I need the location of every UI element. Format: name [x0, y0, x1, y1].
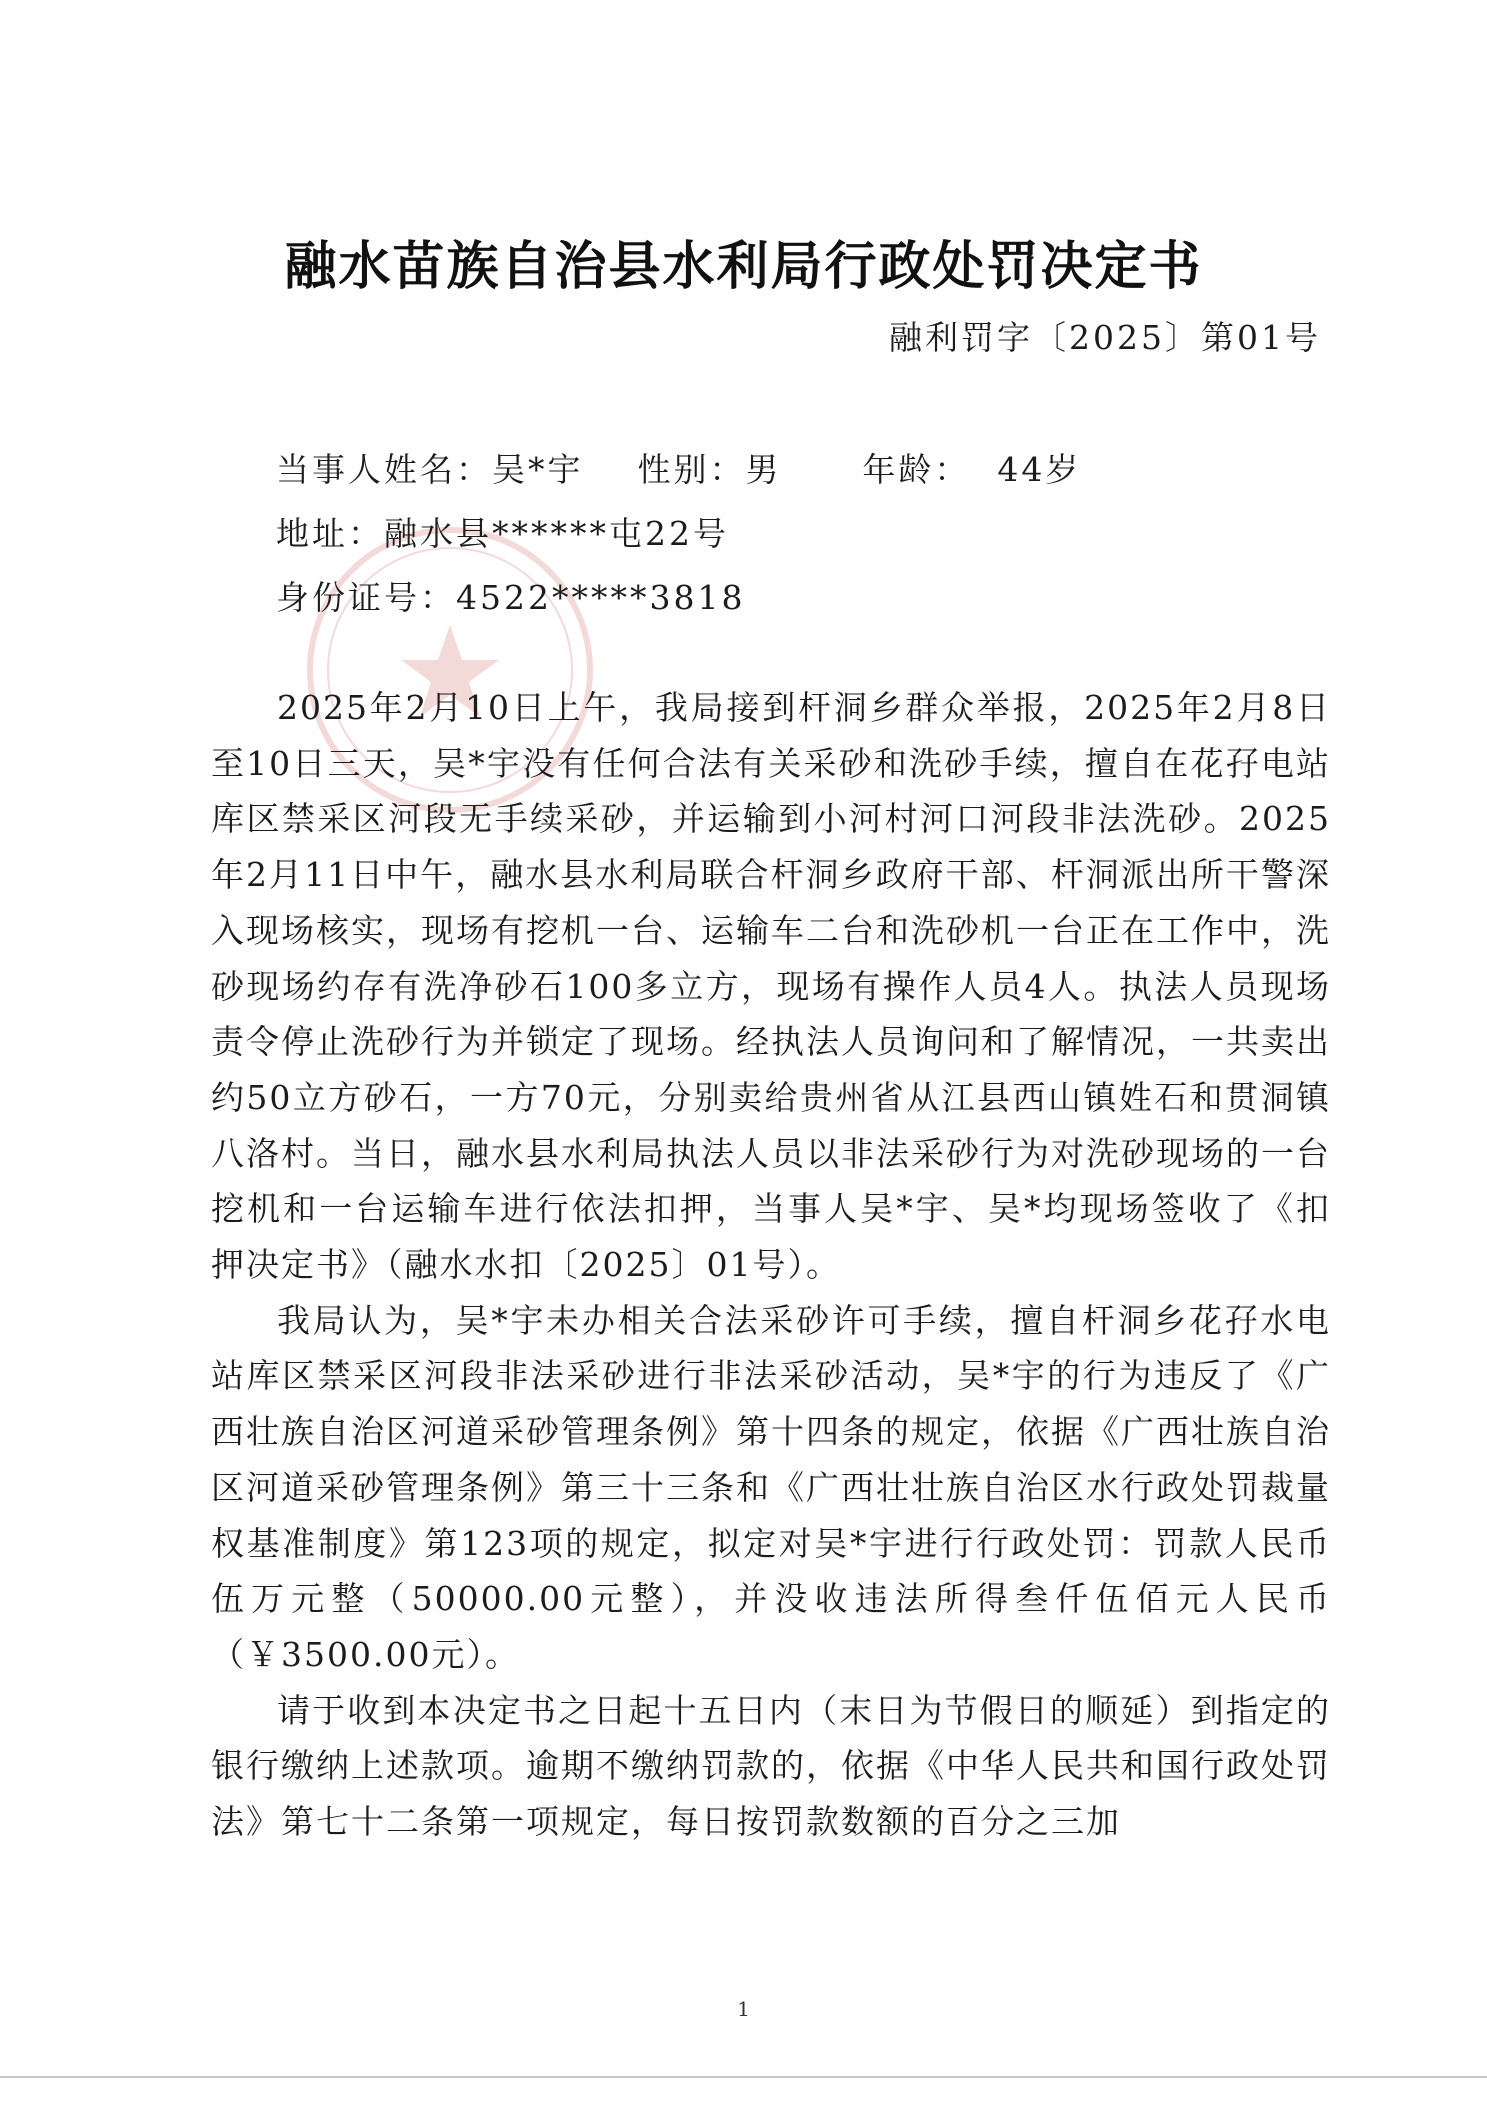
party-id-number: 身份证号：4522*****3818	[276, 578, 746, 617]
paragraph-decision: 我局认为，吴*宇未办相关合法采砂许可手续，擅自杆洞乡花孖水电站库区禁采区河段非法采砂进行非法采砂活动，吴*宇的行为违反了《广西壮族自治区河道采砂管理条例》第十四条的规定，依据《广西壮族自治区河道采砂管理条例》第三十三条和《广西壮壮族自治区水行政处罚裁量权基准制度》第123项的规定，拟定对吴*宇进行行政处罚：罚款人民币伍万元整（50000.00元整），并没收违法所得叁仟伍佰元人民币（￥3500.00元）。	[211, 1300, 1331, 1674]
page-number: 1	[737, 1997, 750, 2021]
document-number: 融利罚字〔2025〕第01号	[889, 318, 1321, 357]
paragraph-facts: 2025年2月10日上午，我局接到杆洞乡群众举报，2025年2月8日至10日三天，吴*宇没有任何合法有关采砂和洗砂手续，擅自在花孖电站库区禁采区河段无手续采砂，并运输到小河村河口河段非法洗砂。2025年2月11日中午，融水县水利局联合杆洞乡政府干部、杆洞派出所干警深入现场核实，现场有挖机一台、运输车二台和洗砂机一台正在工作中，洗砂现场约存有洗净砂石100多立方，现场有操作人员4人。执法人员现场责令停止洗砂行为并锁定了现场。经执法人员询问和了解情况，一共卖出约50立方砂石，一方70元，分别卖给贵州省从江县西山镇姓石和贯洞镇八洛村。当日，融水县水利局执法人员以非法采砂行为对洗砂现场的一台挖机和一台运输车进行依法扣押，当事人吴*宇、吴*均现场签收了《扣押决定书》（融水水扣〔2025〕01号）。	[211, 688, 1331, 1285]
document-title: 融水苗族自治县水利局行政处罚决定书	[284, 237, 1203, 297]
party-address: 地址：融水县******屯22号	[276, 514, 729, 553]
party-name-gender-age: 当事人姓名：吴*宇 性别：男 年龄： 44岁	[276, 450, 1082, 489]
document-body	[211, 680, 1331, 1850]
scan-edge-line	[0, 2076, 1487, 2078]
paragraph-payment: 请于收到本决定书之日起十五日内（末日为节假日的顺延）到指定的银行缴纳上述款项。逾期不缴纳罚款的，依据《中华人民共和国行政处罚法》第七十二条第一项规定，每日按罚款数额的百分之三加	[211, 1690, 1331, 1842]
